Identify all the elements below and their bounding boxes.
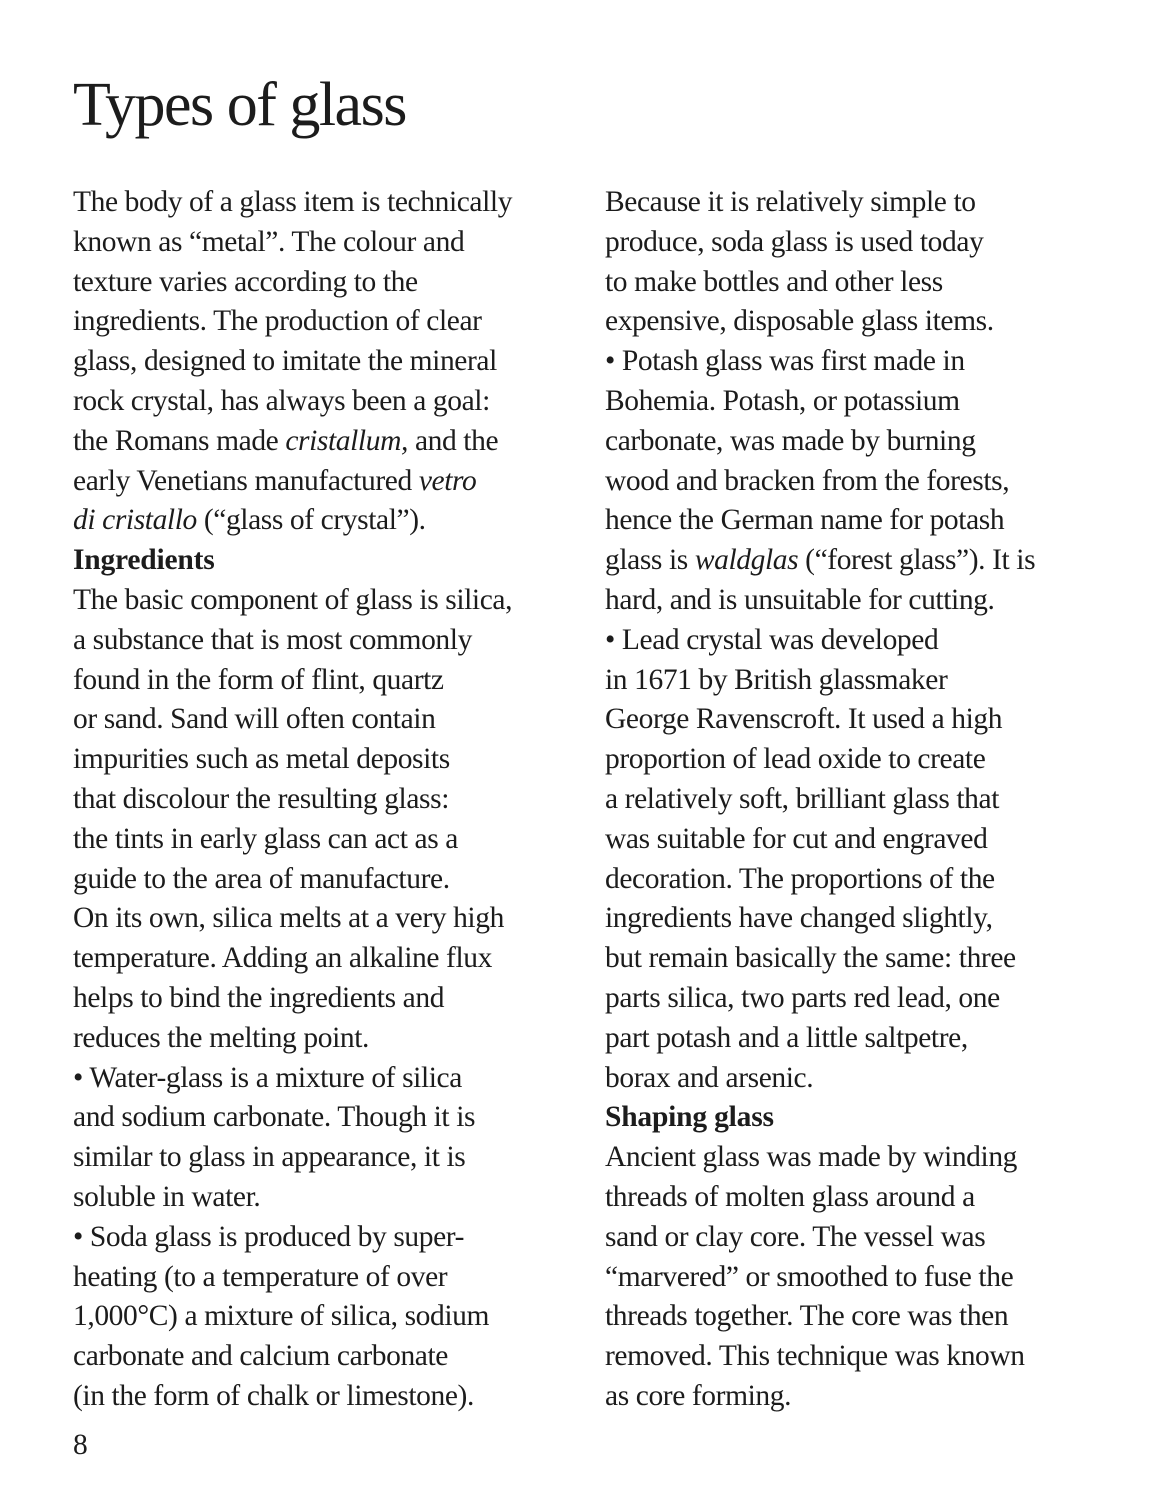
lead-crystal-line: • Lead crystal was developed — [605, 623, 939, 656]
latin-term-cristallum: cristallum, — [285, 424, 408, 457]
shaping-line: Ancient glass was made by winding — [605, 1141, 1018, 1174]
shaping-line: as core forming. — [605, 1379, 792, 1412]
lead-crystal-line: decoration. The proportions of the — [605, 862, 995, 895]
intro-line: rock crystal, has always been a goal: — [73, 384, 490, 417]
shaping-line: threads of molten glass around a — [605, 1180, 975, 1213]
ingredients-line: found in the form of flint, quartz — [73, 663, 444, 696]
ingredients-line: that discolour the resulting glass: — [73, 782, 449, 815]
ingredients-line: temperature. Adding an alkaline flux — [73, 942, 492, 975]
shaping-line: “marvered” or smoothed to fuse the — [605, 1260, 1014, 1293]
soda-continued-line: expensive, disposable glass items. — [605, 305, 994, 338]
intro-line-crystal — [73, 501, 573, 541]
lead-crystal-line: was suitable for cut and engraved — [605, 822, 988, 855]
text-run: the Romans made — [73, 424, 286, 457]
shaping-line: removed. This technique was known — [605, 1340, 1025, 1373]
shaping-line: threads together. The core was then — [605, 1300, 1009, 1333]
page-number: 8 — [73, 1429, 88, 1461]
intro-line: The body of a glass item is technically — [73, 186, 513, 218]
potash-line: hard, and is unsuitable for cutting. — [605, 583, 995, 616]
ingredients-line: the tints in early glass can act as a — [73, 822, 458, 855]
lead-crystal-line: a relatively soft, brilliant glass that — [605, 782, 1000, 815]
section-heading-ingredients: Ingredients — [73, 544, 215, 577]
soda-glass-line: • Soda glass is produced by super- — [73, 1220, 465, 1253]
water-glass-line: • Water-glass is a mixture of silica — [73, 1061, 462, 1094]
soda-glass-line: 1,000°C) a mixture of silica, sodium — [73, 1300, 490, 1333]
ingredients-line: On its own, silica melts at a very high — [73, 902, 504, 935]
ingredients-line: a substance that is most commonly — [73, 623, 472, 656]
soda-glass-line: (in the form of chalk or limestone). — [73, 1379, 474, 1412]
lead-crystal-line: in 1671 by British glassmaker — [605, 663, 948, 696]
ingredients-line: guide to the area of manufacture. — [73, 862, 450, 895]
soda-continued-line: to make bottles and other less — [605, 265, 943, 298]
italian-term-di-cristallo: di cristallo — [73, 504, 197, 537]
potash-line: • Potash glass was first made in — [605, 345, 965, 378]
intro-line: ingredients. The production of clear — [73, 305, 482, 338]
text-run: early Venetians manufactured — [73, 464, 419, 497]
potash-line: carbonate, was made by burning — [605, 424, 976, 457]
section-heading-shaping-glass: Shaping glass — [605, 1101, 774, 1134]
water-glass-line: similar to glass in appearance, it is — [73, 1141, 466, 1174]
intro-line: glass, designed to imitate the mineral — [73, 345, 497, 378]
lead-crystal-line: George Ravenscroft. It used a high — [605, 703, 1003, 736]
water-glass-line: soluble in water. — [73, 1180, 261, 1213]
intro-line: known as “metal”. The colour and — [73, 225, 465, 258]
lead-crystal-line: but remain basically the same: three — [605, 942, 1016, 975]
potash-line-waldglas — [605, 541, 1105, 581]
intro-line-romans — [73, 422, 573, 462]
shaping-line: sand or clay core. The vessel was — [605, 1220, 986, 1253]
ingredients-line: The basic component of glass is silica, — [73, 583, 513, 616]
potash-line: wood and bracken from the forests, — [605, 464, 1010, 497]
soda-glass-line: carbonate and calcium carbonate — [73, 1340, 448, 1373]
lead-crystal-line: part potash and a little saltpetre, — [605, 1021, 968, 1054]
water-glass-line: and sodium carbonate. Though it is — [73, 1101, 476, 1134]
text-run: (“forest glass”). It is — [798, 544, 1036, 577]
text-run: and the — [407, 424, 499, 457]
intro-line: texture varies according to the — [73, 265, 418, 298]
italian-term-vetro: vetro — [418, 464, 477, 497]
page-title: Types of glass — [73, 71, 406, 139]
text-run: (“glass of crystal”). — [196, 504, 426, 537]
lead-crystal-line: parts silica, two parts red lead, one — [605, 981, 1000, 1014]
soda-continued-line: produce, soda glass is used today — [605, 225, 984, 258]
soda-glass-line: heating (to a temperature of over — [73, 1260, 448, 1293]
potash-line: hence the German name for potash — [605, 504, 1005, 537]
left-column — [73, 183, 573, 1417]
ingredients-line: or sand. Sand will often contain — [73, 703, 436, 736]
intro-line-venetians — [73, 462, 573, 502]
lead-crystal-line: ingredients have changed slightly, — [605, 902, 993, 935]
soda-continued-line: Because it is relatively simple to — [605, 186, 976, 218]
lead-crystal-line: borax and arsenic. — [605, 1061, 814, 1094]
text-run: glass is — [605, 544, 695, 577]
german-term-waldglas: waldglas — [694, 544, 799, 577]
ingredients-line: helps to bind the ingredients and — [73, 981, 445, 1014]
lead-crystal-line: proportion of lead oxide to create — [605, 743, 986, 776]
ingredients-line: impurities such as metal deposits — [73, 743, 450, 776]
right-column — [605, 183, 1105, 1417]
potash-line: Bohemia. Potash, or potassium — [605, 384, 960, 417]
ingredients-line: reduces the melting point. — [73, 1021, 369, 1054]
